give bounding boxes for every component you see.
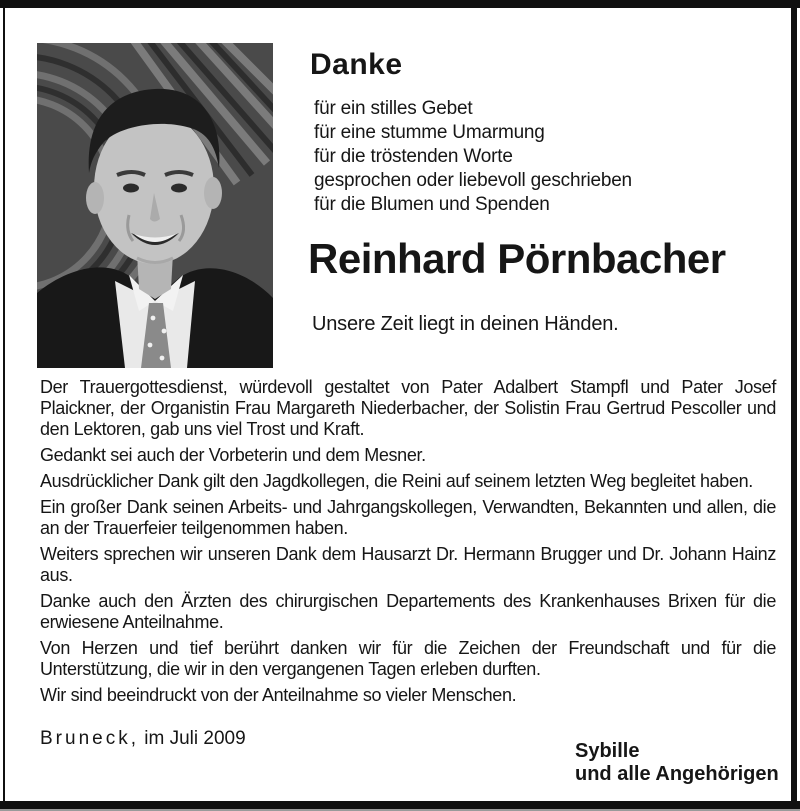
date: im Juli 2009 (138, 728, 246, 749)
thanks-line: für eine stumme Umarmung (314, 122, 545, 143)
signature-block (575, 740, 779, 786)
portrait-photo-art (37, 43, 273, 368)
thanks-line: für die tröstenden Worte (314, 146, 513, 167)
place: Bruneck, (40, 728, 139, 749)
thanks-line: gesprochen oder liebevoll geschrieben (314, 170, 632, 191)
clipping-border-left (3, 8, 5, 801)
place-date-line (40, 728, 246, 750)
body-paragraph: Wir sind beeindruckt von der Anteilnahme so vieler Menschen. (40, 685, 517, 705)
thanks-line: für die Blumen und Spenden (314, 194, 550, 215)
clipping-border-bottom (0, 801, 800, 809)
portrait-photo (37, 43, 273, 368)
body-text (40, 377, 776, 711)
signature-line: Sybille (575, 740, 640, 762)
body-paragraph: Der Trauergottesdienst, würdevoll gestaltet von Pater Adalbert Stampfl und Pater Josef Plaickner, der Organistin Frau Margareth Niederbacher, der Solistin Frau Gertrud Pescoller und den Lektoren, gab uns viel Trost und Kraft. (40, 377, 776, 439)
body-paragraph: Ein großer Dank seinen Arbeits- und Jahrgangskollegen, Verwandten, Bekannten und allen, die an der Trauerfeier teilgenommen haben. (40, 497, 776, 538)
epigraph: Unsere Zeit liegt in deinen Händen. (312, 313, 619, 335)
signature-line: und alle Angehörigen (575, 763, 779, 785)
body-paragraph: Von Herzen und tief berührt danken wir für die Zeichen der Freundschaft und für die Unterstützung, die wir in den vergangenen Tagen erleben durften. (40, 638, 776, 679)
body-paragraph: Gedankt sei auch der Vorbeterin und dem Mesner. (40, 445, 426, 465)
clipping-border-right (791, 8, 797, 801)
clipping-border-top (0, 0, 800, 8)
body-paragraph: Danke auch den Ärzten des chirurgischen Departements des Krankenhauses Brixen für die erwiesene Anteilnahme. (40, 591, 776, 632)
body-paragraph: Weiters sprechen wir unseren Dank dem Hausarzt Dr. Hermann Brugger und Dr. Johann Hainz aus. (40, 544, 776, 585)
body-paragraph: Ausdrücklicher Dank gilt den Jagdkollegen, die Reini auf seinem letzten Weg begleitet haben. (40, 471, 753, 491)
deceased-name: Reinhard Pörnbacher (308, 235, 726, 282)
danke-heading: Danke (310, 48, 403, 81)
thanks-line: für ein stilles Gebet (314, 98, 473, 119)
thanks-list (314, 97, 632, 217)
